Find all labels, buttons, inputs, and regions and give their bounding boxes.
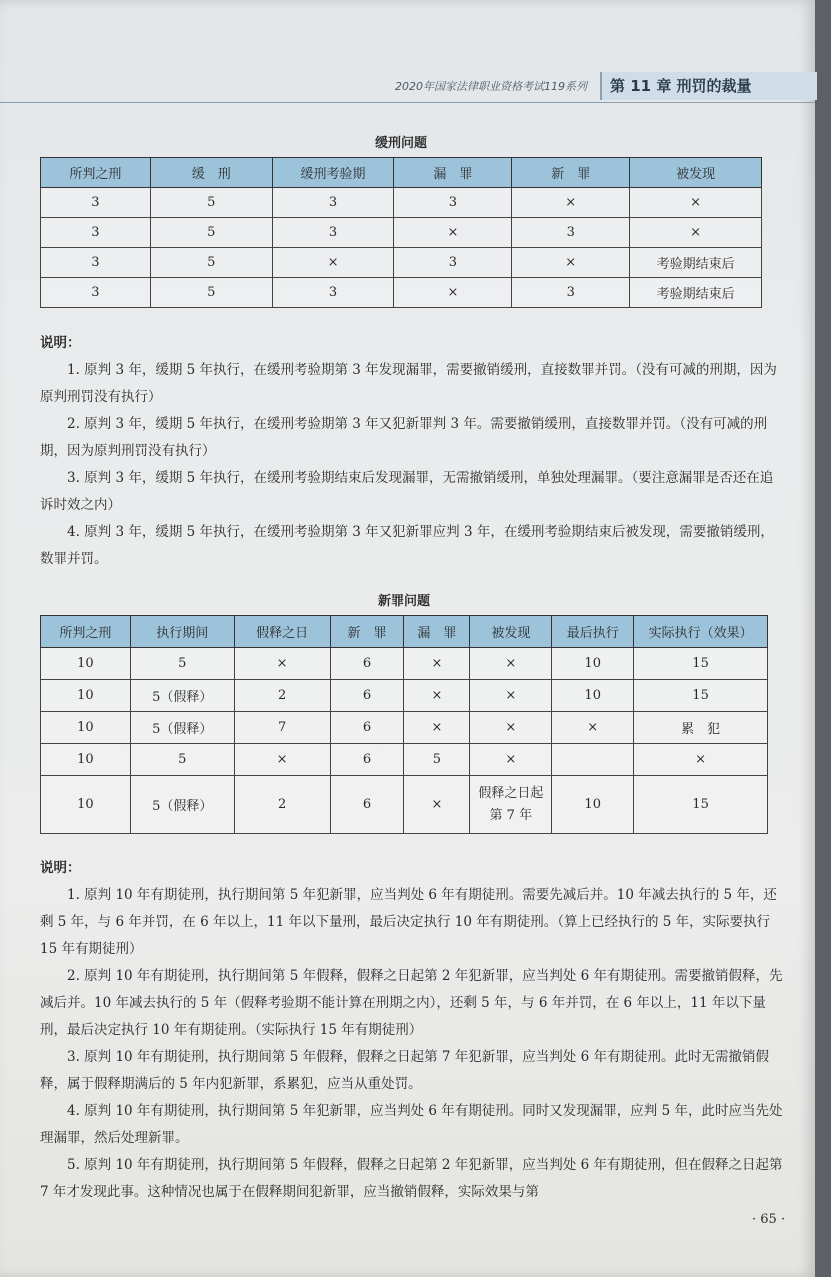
col-header: 实际执行（效果） — [634, 616, 768, 648]
note-paragraph: 1. 原判 10 年有期徒刑，执行期间第 5 年犯新罪，应当判处 6 年有期徒刑。需要先减后并。10 年减去执行的 5 年，还剩 5 年，与 6 年并罚，在 6 年以上，11 年以下量刑，最后决定执行 10 年有期徒刑。（算上已经执行的 5 年，实际要执行 15 年有期徒刑） — [40, 887, 777, 957]
note-paragraph: 3. 原判 10 年有期徒刑，执行期间第 5 年假释，假释之日起第 7 年犯新罪，应当判处 6 年有期徒刑。此时无需撤销假释，属于假释期满后的 5 年内犯新罪，系累犯，应当从重处罚。 — [40, 1049, 769, 1092]
note-paragraph: 5. 原判 10 年有期徒刑，执行期间第 5 年假释，假释之日起第 2 年犯新罪，应当判处 6 年有期徒刑，但在假释之日起第 7 年才发现此事。这种情况也属于在假释期间犯新罪，应当撤销假释，实际效果与第 — [40, 1157, 783, 1200]
note-paragraph: 1. 原判 3 年，缓期 5 年执行，在缓刑考验期第 3 年发现漏罪，需要撤销缓刑，直接数罪并罚。（没有可减的刑期，因为原判刑罚没有执行） — [40, 362, 777, 405]
note-paragraph: 4. 原判 10 年有期徒刑，执行期间第 5 年犯新罪，应当判处 6 年有期徒刑。同时又发现漏罪，应判 5 年，此时应当先处理漏罪，然后处理新罪。 — [40, 1103, 783, 1146]
probation-table — [40, 157, 762, 308]
table-cell: 5 — [130, 744, 234, 776]
table-cell: 5（假释） — [130, 776, 234, 834]
table-cell: × — [470, 680, 552, 712]
table-cell: 考验期结束后 — [630, 248, 762, 278]
table-cell: 3 — [394, 248, 512, 278]
table-cell: 3 — [41, 278, 151, 308]
table-cell: × — [512, 188, 630, 218]
col-header: 被发现 — [470, 616, 552, 648]
probation-header-row — [41, 158, 762, 188]
note-paragraph: 2. 原判 3 年，缓期 5 年执行，在缓刑考验期第 3 年又犯新罪判 3 年。需要撤销缓刑，直接数罪并罚。（没有可减的刑期，因为原判刑罚没有执行） — [40, 416, 768, 459]
page-number: · 65 · — [752, 1212, 786, 1227]
chapter-title: 第 11 章 刑罚的裁量 — [610, 77, 752, 95]
table-cell: 假释之日起第 7 年 — [470, 776, 552, 834]
table-cell: × — [272, 248, 394, 278]
table-cell: 15 — [634, 776, 768, 834]
table-cell: 5 — [150, 278, 272, 308]
table-cell: 10 — [552, 776, 634, 834]
table-cell: 15 — [634, 648, 768, 680]
table-cell: 3 — [41, 248, 151, 278]
table-cell: × — [394, 278, 512, 308]
table-row — [41, 680, 768, 712]
table-cell: 10 — [41, 776, 131, 834]
table-row — [41, 744, 768, 776]
probation-table-title: 缓刑问题 — [374, 136, 427, 151]
table-cell: 3 — [394, 188, 512, 218]
table-cell: × — [404, 648, 470, 680]
table-cell: 累 犯 — [634, 712, 768, 744]
table-cell: 5（假释） — [130, 680, 234, 712]
table-cell: 3 — [272, 188, 394, 218]
col-header: 最后执行 — [552, 616, 634, 648]
notes-label: 说明： — [40, 860, 81, 876]
table-cell: 10 — [41, 744, 131, 776]
table-cell: 15 — [634, 680, 768, 712]
table-cell: × — [234, 648, 330, 680]
table-row — [41, 188, 762, 218]
table-cell: × — [630, 188, 762, 218]
note-paragraph: 2. 原判 10 年有期徒刑，执行期间第 5 年假释，假释之日起第 2 年犯新罪，应当判处 6 年有期徒刑。需要撤销假释，先减后并。10 年减去执行的 5 年（假释考验期不能计算在刑期之内），还剩 5 年，与 6 年并罚，在 6 年以上，11 年以下量刑，最后决定执行 10 年有期徒刑。（实际执行 15 年有期徒刑） — [40, 968, 783, 1038]
series-title: 2020年国家法律职业资格考试119系列 — [395, 80, 587, 93]
table-cell: 5（假释） — [130, 712, 234, 744]
table-cell: 10 — [552, 680, 634, 712]
table-cell: 2 — [234, 776, 330, 834]
table-cell: 10 — [552, 648, 634, 680]
col-header: 缓刑考验期 — [272, 158, 394, 188]
page-header — [0, 68, 815, 103]
table-cell: 3 — [41, 218, 151, 248]
table-cell: 10 — [41, 680, 131, 712]
table-cell: × — [512, 248, 630, 278]
table-cell: × — [234, 744, 330, 776]
table-cell: × — [630, 218, 762, 248]
table-cell: × — [470, 744, 552, 776]
table-cell: 5 — [404, 744, 470, 776]
table-cell: × — [394, 218, 512, 248]
col-header: 缓 刑 — [150, 158, 272, 188]
table-cell: × — [470, 712, 552, 744]
table-cell: 7 — [234, 712, 330, 744]
table-cell: 6 — [330, 712, 404, 744]
probation-notes — [40, 330, 785, 573]
table-cell — [552, 744, 634, 776]
table-cell: × — [404, 712, 470, 744]
table-cell: × — [470, 648, 552, 680]
table-cell: × — [552, 712, 634, 744]
table-cell: 3 — [512, 218, 630, 248]
table-row — [41, 712, 768, 744]
table-cell: 10 — [41, 648, 131, 680]
newcrime-header-row — [41, 616, 768, 648]
table-cell: 5 — [150, 218, 272, 248]
col-header: 所判之刑 — [41, 158, 151, 188]
col-header: 所判之刑 — [41, 616, 131, 648]
col-header: 漏 罪 — [404, 616, 470, 648]
col-header: 执行期间 — [130, 616, 234, 648]
note-paragraph: 3. 原判 3 年，缓期 5 年执行，在缓刑考验期结束后发现漏罪，无需撤销缓刑，单独处理漏罪。（要注意漏罪是否还在追诉时效之内） — [40, 470, 774, 513]
table-row — [41, 278, 762, 308]
newcrime-table — [40, 615, 768, 834]
table-row — [41, 248, 762, 278]
table-row — [41, 648, 768, 680]
newcrime-notes — [40, 855, 785, 1206]
table-cell: 3 — [272, 278, 394, 308]
table-cell: 5 — [150, 188, 272, 218]
notes-label: 说明： — [40, 335, 81, 351]
note-paragraph: 4. 原判 3 年，缓期 5 年执行，在缓刑考验期第 3 年又犯新罪应判 3 年，在缓刑考验期结束后被发现，需要撤销缓刑，数罪并罚。 — [40, 524, 774, 567]
table-cell: × — [404, 776, 470, 834]
col-header: 被发现 — [630, 158, 762, 188]
table-row — [41, 218, 762, 248]
table-cell: 10 — [41, 712, 131, 744]
table-cell: 3 — [272, 218, 394, 248]
col-header: 新 罪 — [330, 616, 404, 648]
table-cell: 6 — [330, 648, 404, 680]
table-cell: 2 — [234, 680, 330, 712]
table-row — [41, 776, 768, 834]
col-header: 漏 罪 — [394, 158, 512, 188]
table-cell: × — [404, 680, 470, 712]
table-cell: 3 — [41, 188, 151, 218]
table-cell: 考验期结束后 — [630, 278, 762, 308]
table-cell: 6 — [330, 776, 404, 834]
table-cell: 5 — [150, 248, 272, 278]
col-header: 假释之日 — [234, 616, 330, 648]
col-header: 新 罪 — [512, 158, 630, 188]
table-cell: 3 — [512, 278, 630, 308]
newcrime-table-title: 新罪问题 — [377, 594, 430, 609]
table-cell: × — [634, 744, 768, 776]
table-cell: 6 — [330, 744, 404, 776]
table-cell: 6 — [330, 680, 404, 712]
table-cell: 5 — [130, 648, 234, 680]
